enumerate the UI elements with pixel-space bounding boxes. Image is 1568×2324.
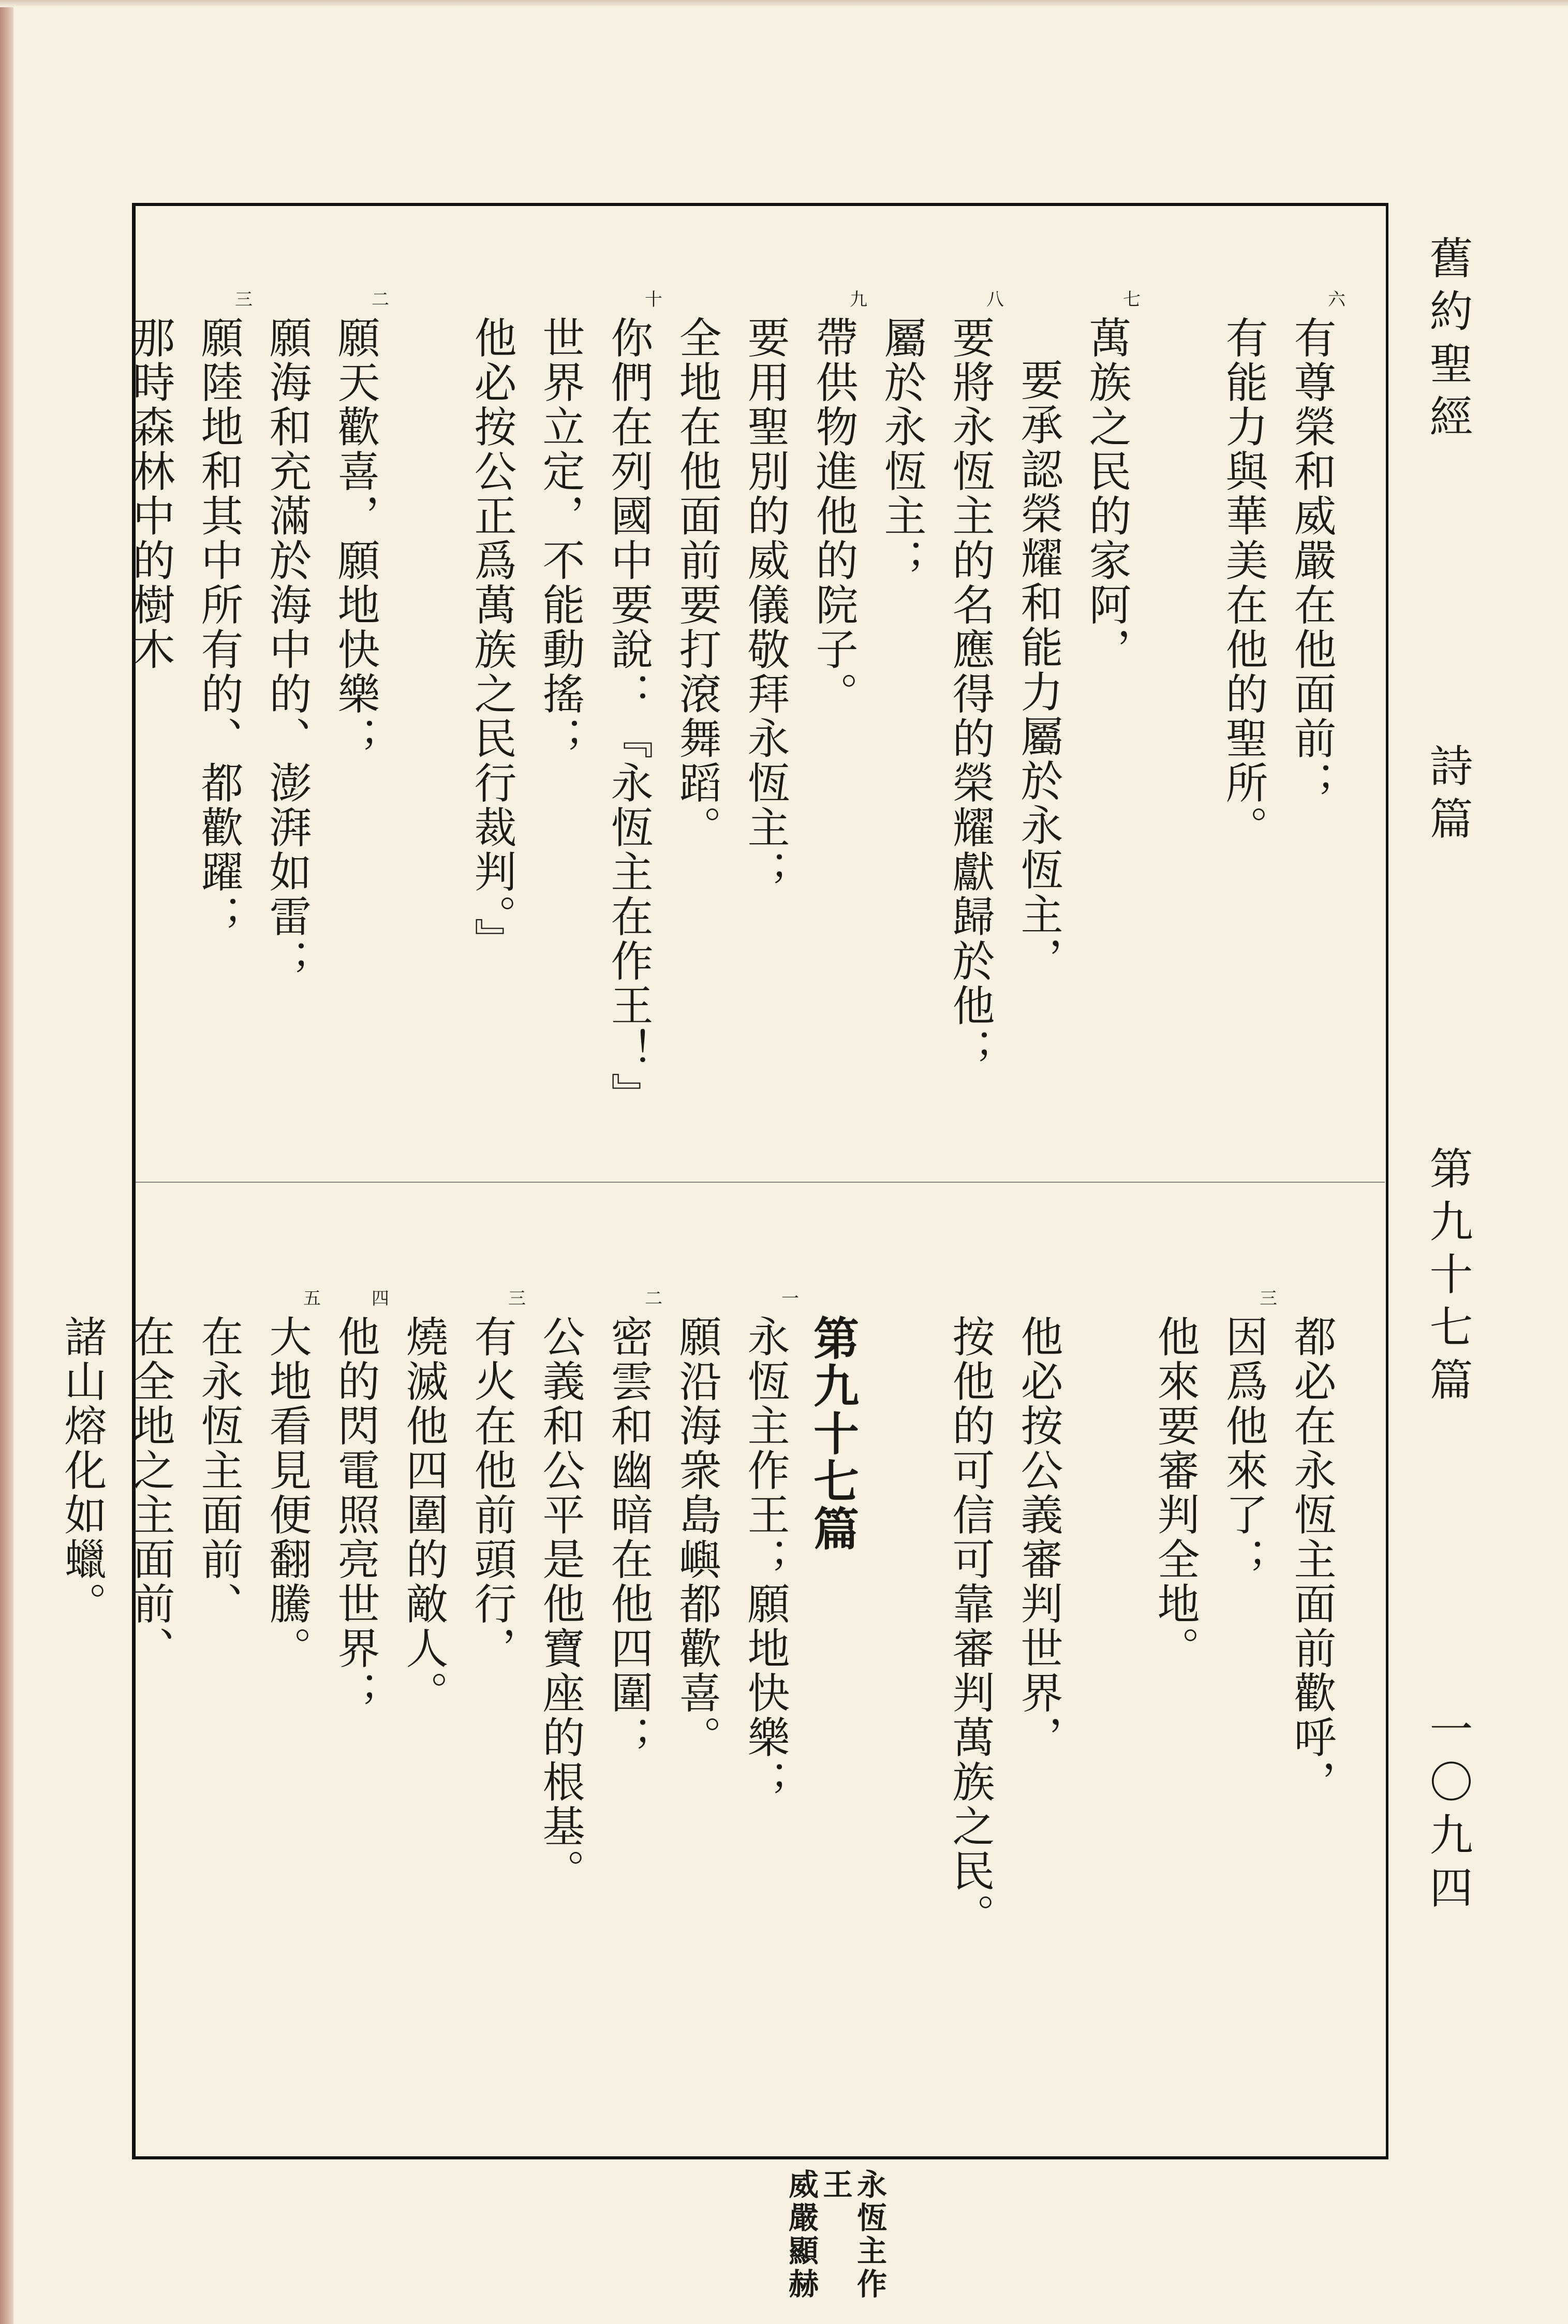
verse-text: 那時森林中的樹木 — [126, 316, 175, 672]
verse-text: 有尊榮和威嚴在他面前； — [1287, 316, 1336, 805]
psalm-96-97-lower — [48, 1288, 1345, 2143]
verse-text: 公義和公平是他寶座的根基。 — [536, 1315, 585, 1893]
verse-text: 在永恆主面前、 — [194, 1315, 243, 1626]
page-edge — [0, 0, 13, 2324]
verse-line — [867, 316, 936, 1123]
verse-text: 願海和充滿於海中的、澎湃如雷； — [262, 316, 312, 983]
verse-text: 要承認榮耀和能力屬於永恆主， — [1014, 358, 1063, 981]
psalm-heading-text: 第九十七篇 — [806, 1315, 860, 1553]
verse-number: 六 — [1328, 289, 1345, 310]
footer-note-line: 王 — [818, 2169, 853, 2202]
page-number: 一〇九四 — [1423, 1706, 1473, 1918]
verse-text: 他來要審判全地。 — [1150, 1315, 1200, 1671]
verse-text: 在全地之主面前、 — [126, 1315, 175, 1671]
verse-number: 三 — [1260, 1288, 1277, 1309]
running-header — [1417, 236, 1479, 1918]
verse-text: 因爲他來了； — [1219, 1315, 1268, 1582]
verse-text: 都必在永恆主面前歡呼， — [1287, 1315, 1336, 1804]
verse-number: 三 — [508, 1288, 526, 1309]
verse-line — [1141, 316, 1209, 1123]
verse-text: 萬族之民的家阿， — [1082, 316, 1131, 672]
verse-line — [1141, 1315, 1209, 2122]
verse-number: 五 — [303, 1288, 321, 1309]
verse-text: 諸山熔化如蠟。 — [57, 1315, 107, 1626]
footer-note-line: 威嚴顯赫 — [783, 2169, 819, 2301]
verse-line — [1004, 316, 1072, 1123]
verse-line — [1004, 1315, 1072, 2122]
verse-text: 要將永恆主的名應得的榮耀獻歸於他； — [945, 316, 995, 1072]
verse-text: 永恆主作王；願地快樂； — [741, 1315, 790, 1804]
verse-number: 二 — [372, 289, 389, 310]
verse-line — [184, 1315, 253, 2122]
verse-line — [1072, 289, 1141, 1123]
verse-text: 按他的可信可靠審判萬族之民。 — [945, 1315, 995, 1938]
verse-line — [321, 289, 389, 1123]
verse-number: 四 — [372, 1288, 389, 1309]
verse-line — [253, 316, 321, 1123]
verse-line — [799, 289, 867, 1123]
verse-number: 九 — [850, 289, 867, 310]
verse-text: 燒滅他四圍的敵人。 — [399, 1315, 448, 1715]
verse-line — [594, 1288, 662, 2122]
verse-text: 他的閃電照亮世界； — [331, 1315, 380, 1715]
verse-text: 他必按公義審判世界， — [1014, 1315, 1063, 1760]
verse-line — [389, 316, 457, 1123]
verse-line — [457, 1288, 526, 2122]
footer-note — [784, 2169, 886, 2301]
verse-number: 二 — [645, 1288, 662, 1309]
verse-text: 帶供物進他的院子。 — [809, 316, 858, 716]
verse-number: 八 — [986, 289, 1004, 310]
verse-line — [936, 289, 1004, 1123]
half-divider — [136, 1182, 1385, 1183]
verse-line — [48, 1315, 116, 2122]
verse-number: 七 — [1123, 289, 1141, 310]
verse-text: 屬於永恆主； — [877, 316, 926, 583]
psalm-96-upper — [116, 289, 1345, 1144]
verse-line — [594, 289, 662, 1123]
verse-text: 願陸地和其中所有的、都歡躍； — [194, 316, 243, 939]
section-title: 詩篇 — [1423, 743, 1473, 849]
verse-line — [662, 316, 731, 1123]
verse-text: 要用聖別的威儀敬拜永恆主； — [741, 316, 790, 894]
verse-line — [1209, 1288, 1277, 2122]
verse-line — [526, 1315, 594, 2122]
verse-text: 他必按公正爲萬族之民行裁判。』 — [467, 316, 516, 962]
book-title: 舊約聖經 — [1423, 236, 1473, 447]
verse-line — [116, 316, 184, 1123]
verse-text: 有能力與華美在他的聖所。 — [1219, 316, 1268, 850]
verse-number: 一 — [781, 1288, 799, 1309]
psalm-heading — [799, 1315, 867, 2122]
verse-text: 世界立定，不能動搖； — [536, 316, 585, 761]
verse-line — [116, 1315, 184, 2122]
verse-line — [389, 1315, 457, 2122]
verse-text: 你們在列國中要說：『永恆主在作王！』 — [604, 316, 653, 1117]
verse-line — [731, 316, 799, 1123]
verse-line — [1277, 289, 1345, 1123]
verse-number: 三 — [235, 289, 253, 310]
verse-line — [1277, 1315, 1345, 2122]
verse-line — [936, 1315, 1004, 2122]
page-edge-top — [0, 0, 1568, 7]
footer-note-line: 永恆主作 — [852, 2169, 887, 2301]
verse-text: 密雲和幽暗在他四圍； — [604, 1315, 653, 1760]
verse-number: 十 — [645, 289, 662, 310]
verse-line — [1072, 1315, 1141, 2122]
verse-text: 有火在他前頭行， — [467, 1315, 516, 1671]
verse-line — [457, 316, 526, 1123]
verse-line — [1209, 316, 1277, 1123]
verse-line — [731, 1288, 799, 2122]
chapter-title: 第九十七篇 — [1423, 1145, 1473, 1410]
verse-line — [253, 1288, 321, 2122]
column-gap — [867, 1315, 936, 2122]
verse-text: 願沿海衆島嶼都歡喜。 — [672, 1315, 721, 1760]
verse-line — [526, 316, 594, 1123]
verse-line — [184, 289, 253, 1123]
verse-text: 大地看見便翻騰。 — [262, 1315, 312, 1671]
verse-line — [321, 1288, 389, 2122]
verse-line — [662, 1315, 731, 2122]
verse-text: 願天歡喜，願地快樂； — [331, 316, 380, 761]
verse-text: 全地在他面前要打滾舞蹈。 — [672, 316, 721, 850]
